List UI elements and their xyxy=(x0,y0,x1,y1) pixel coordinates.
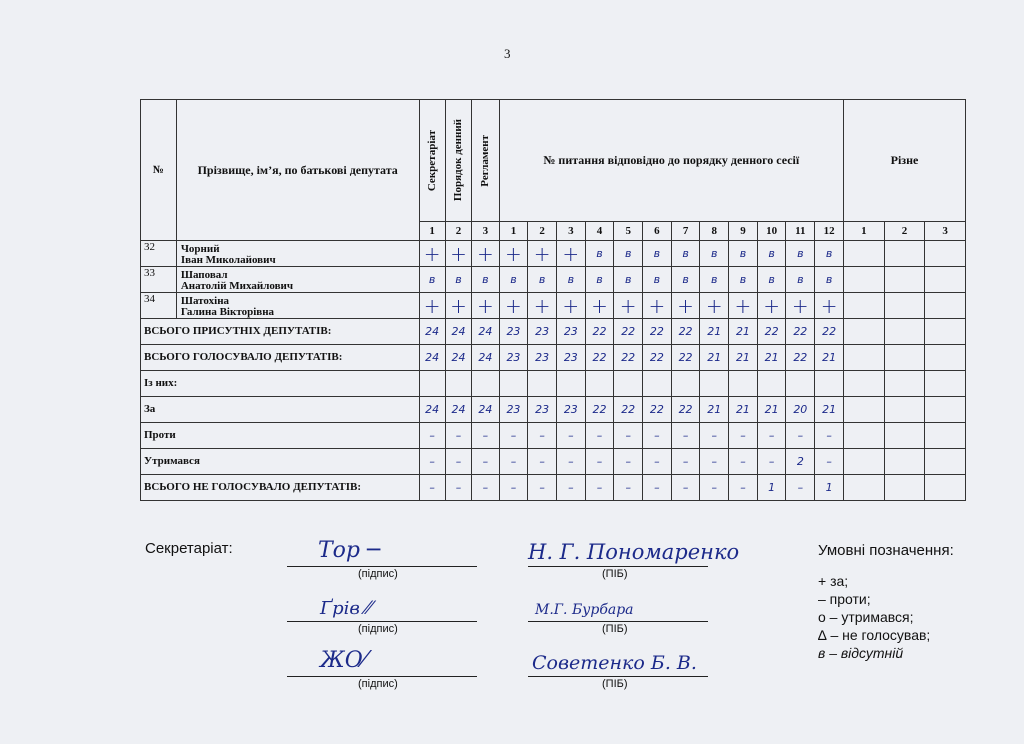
totals-value: 23 xyxy=(556,397,585,423)
column-number: 10 xyxy=(757,222,786,241)
vote-cell: в xyxy=(700,241,729,267)
legend-item: ∆ – не голосував; xyxy=(818,627,931,643)
totals-value: – xyxy=(585,475,614,501)
vote-cell: в xyxy=(472,267,499,293)
vote-cell: + xyxy=(643,293,672,319)
deputy-surname: Шаповал xyxy=(180,269,228,281)
vote-cell: + xyxy=(585,293,614,319)
column-number: 12 xyxy=(815,222,844,241)
totals-value: 21 xyxy=(700,397,729,423)
totals-value: 21 xyxy=(757,345,786,371)
vote-cell: в xyxy=(614,241,643,267)
table-row xyxy=(141,241,966,267)
legend-item: + за; xyxy=(818,573,849,589)
totals-value: – xyxy=(472,423,499,449)
name-line xyxy=(528,676,708,677)
deputy-number: 34 xyxy=(141,293,177,319)
totals-value xyxy=(614,371,643,397)
totals-value: 22 xyxy=(815,319,844,345)
totals-value: – xyxy=(671,449,700,475)
totals-value: – xyxy=(729,449,758,475)
totals-value: 23 xyxy=(528,397,557,423)
totals-value xyxy=(472,371,499,397)
signature-3: ЖО⁄ xyxy=(320,648,367,673)
totals-value: 23 xyxy=(528,345,557,371)
header-name: Прізвище, ім’я, по батькові депутата xyxy=(176,100,419,241)
totals-value: 2 xyxy=(786,449,815,475)
totals-value xyxy=(585,371,614,397)
totals-row xyxy=(141,475,966,501)
vote-cell: в xyxy=(757,267,786,293)
sign-caption: (підпис) xyxy=(358,678,398,690)
totals-label: ВСЬОГО НЕ ГОЛОСУВАЛО ДЕПУТАТІВ: xyxy=(141,475,420,501)
vote-cell: + xyxy=(472,241,499,267)
column-number: 2 xyxy=(884,222,925,241)
totals-value xyxy=(925,345,966,371)
totals-value xyxy=(884,423,925,449)
totals-value: – xyxy=(528,449,557,475)
totals-value: – xyxy=(445,475,471,501)
signature-line xyxy=(287,566,477,567)
totals-value: – xyxy=(757,423,786,449)
totals-value: 24 xyxy=(419,319,445,345)
name-line xyxy=(528,621,708,622)
totals-value: – xyxy=(700,475,729,501)
totals-value: 22 xyxy=(757,319,786,345)
column-number: 1 xyxy=(844,222,885,241)
totals-value: – xyxy=(499,423,528,449)
deputy-number: 32 xyxy=(141,241,177,267)
table-row xyxy=(141,267,966,293)
column-number: 1 xyxy=(499,222,528,241)
totals-value: 23 xyxy=(499,345,528,371)
column-number: 6 xyxy=(643,222,672,241)
name-caption: (ПІБ) xyxy=(602,678,628,690)
totals-value: 22 xyxy=(614,319,643,345)
totals-value: 21 xyxy=(729,397,758,423)
vote-cell: в xyxy=(614,267,643,293)
legend-item: о – утримався; xyxy=(818,609,914,625)
totals-value: 21 xyxy=(729,319,758,345)
vote-cell xyxy=(925,241,966,267)
totals-value: 1 xyxy=(757,475,786,501)
totals-value: 21 xyxy=(757,397,786,423)
totals-value: 24 xyxy=(472,345,499,371)
vote-cell: в xyxy=(729,267,758,293)
totals-value: – xyxy=(419,449,445,475)
signature-area xyxy=(0,520,1024,744)
totals-row xyxy=(141,345,966,371)
vote-cell: в xyxy=(700,267,729,293)
secretariat-label: Секретаріат: xyxy=(145,540,233,557)
deputy-name xyxy=(176,241,419,267)
deputy-number: 33 xyxy=(141,267,177,293)
deputy-given-names: Галина Вікторівна xyxy=(180,306,275,318)
totals-value: – xyxy=(815,449,844,475)
name-caption: (ПІБ) xyxy=(602,623,628,635)
totals-value xyxy=(884,319,925,345)
totals-value: – xyxy=(614,423,643,449)
totals-value: 22 xyxy=(786,319,815,345)
vote-cell: + xyxy=(445,293,471,319)
totals-value xyxy=(925,397,966,423)
totals-value: – xyxy=(556,449,585,475)
totals-value xyxy=(528,371,557,397)
totals-row xyxy=(141,449,966,475)
vote-cell: + xyxy=(614,293,643,319)
column-number: 9 xyxy=(729,222,758,241)
totals-value xyxy=(815,371,844,397)
totals-row xyxy=(141,371,966,397)
vote-cell: в xyxy=(445,267,471,293)
totals-label: ВСЬОГО ГОЛОСУВАЛО ДЕПУТАТІВ: xyxy=(141,345,420,371)
legend-item: в – відсутній xyxy=(818,645,904,661)
vote-cell: + xyxy=(528,293,557,319)
totals-value: – xyxy=(671,475,700,501)
totals-label: ВСЬОГО ПРИСУТНІХ ДЕПУТАТІВ: xyxy=(141,319,420,345)
totals-label: Утримався xyxy=(141,449,420,475)
totals-value: 22 xyxy=(671,345,700,371)
vote-cell: в xyxy=(499,267,528,293)
totals-value xyxy=(786,371,815,397)
totals-value: 23 xyxy=(556,319,585,345)
vote-cell: в xyxy=(815,267,844,293)
totals-value xyxy=(643,371,672,397)
vote-cell: + xyxy=(815,293,844,319)
vote-cell: + xyxy=(499,293,528,319)
totals-value: 21 xyxy=(700,319,729,345)
totals-value xyxy=(884,475,925,501)
totals-value: 22 xyxy=(643,397,672,423)
name-1: Н. Г. Пономаренко xyxy=(528,540,740,564)
vote-cell: + xyxy=(729,293,758,319)
deputy-given-names: Анатолій Михайлович xyxy=(180,280,294,292)
totals-value xyxy=(419,371,445,397)
vote-cell: в xyxy=(585,241,614,267)
totals-value xyxy=(925,449,966,475)
vote-cell: в xyxy=(671,267,700,293)
totals-value xyxy=(925,371,966,397)
column-number: 2 xyxy=(445,222,471,241)
header-misc: Різне xyxy=(844,100,966,222)
totals-value: 1 xyxy=(815,475,844,501)
column-number: 3 xyxy=(925,222,966,241)
totals-value: – xyxy=(499,449,528,475)
deputy-name xyxy=(176,293,419,319)
vote-cell xyxy=(925,293,966,319)
deputy-surname: Чорний xyxy=(180,243,220,255)
totals-value xyxy=(700,371,729,397)
totals-value: 22 xyxy=(614,345,643,371)
vote-cell: в xyxy=(815,241,844,267)
totals-label: Із них: xyxy=(141,371,420,397)
signature-2: Ґрів ⁄⁄ xyxy=(320,598,372,619)
vote-cell: в xyxy=(585,267,614,293)
totals-value xyxy=(884,449,925,475)
header-secretariat: Секретаріат xyxy=(419,100,445,222)
header-agenda: Порядок денний xyxy=(445,100,471,222)
vote-cell: + xyxy=(528,241,557,267)
totals-value xyxy=(556,371,585,397)
totals-value: – xyxy=(729,475,758,501)
vote-cell: в xyxy=(786,241,815,267)
totals-value: 24 xyxy=(419,345,445,371)
vote-cell xyxy=(884,293,925,319)
totals-value: 22 xyxy=(585,319,614,345)
totals-label: Проти xyxy=(141,423,420,449)
totals-value: 21 xyxy=(815,397,844,423)
voting-table xyxy=(140,99,966,501)
totals-value: – xyxy=(643,423,672,449)
totals-value: 21 xyxy=(729,345,758,371)
totals-value xyxy=(884,371,925,397)
totals-value xyxy=(925,475,966,501)
totals-value: 24 xyxy=(419,397,445,423)
vote-cell: в xyxy=(556,267,585,293)
totals-row xyxy=(141,423,966,449)
page-number: 3 xyxy=(504,46,511,61)
column-number: 7 xyxy=(671,222,700,241)
totals-value: – xyxy=(729,423,758,449)
vote-cell: + xyxy=(671,293,700,319)
totals-value xyxy=(884,345,925,371)
column-number: 3 xyxy=(472,222,499,241)
totals-value: – xyxy=(556,475,585,501)
vote-cell: + xyxy=(472,293,499,319)
legend-title: Умовні позначення: xyxy=(818,542,954,559)
totals-value: 24 xyxy=(472,397,499,423)
vote-cell: + xyxy=(556,293,585,319)
totals-label: За xyxy=(141,397,420,423)
totals-value: – xyxy=(614,475,643,501)
totals-value: 23 xyxy=(528,319,557,345)
legend-item: – проти; xyxy=(818,591,871,607)
vote-cell: в xyxy=(786,267,815,293)
totals-value: – xyxy=(585,423,614,449)
vote-cell: в xyxy=(528,267,557,293)
totals-value: 24 xyxy=(445,345,471,371)
vote-cell: + xyxy=(786,293,815,319)
header-regulation: Регламент xyxy=(472,100,499,222)
totals-value: 21 xyxy=(815,345,844,371)
header-num: № xyxy=(141,100,177,241)
totals-row xyxy=(141,397,966,423)
totals-value xyxy=(844,345,885,371)
totals-value xyxy=(671,371,700,397)
totals-value: 22 xyxy=(614,397,643,423)
vote-cell: + xyxy=(419,293,445,319)
totals-value: 22 xyxy=(585,345,614,371)
vote-cell xyxy=(925,267,966,293)
totals-value: 23 xyxy=(556,345,585,371)
name-caption: (ПІБ) xyxy=(602,568,628,580)
totals-value: – xyxy=(419,423,445,449)
vote-cell: + xyxy=(419,241,445,267)
sign-caption: (підпис) xyxy=(358,623,398,635)
totals-value: – xyxy=(700,423,729,449)
totals-value: – xyxy=(556,423,585,449)
vote-cell: + xyxy=(445,241,471,267)
totals-value: – xyxy=(445,449,471,475)
vote-cell: + xyxy=(499,241,528,267)
sign-caption: (підпис) xyxy=(358,568,398,580)
totals-value: – xyxy=(472,449,499,475)
totals-value: – xyxy=(671,423,700,449)
totals-value: – xyxy=(419,475,445,501)
header-questions: № питання відповідно до порядку денного сесії xyxy=(499,100,843,222)
vote-cell: + xyxy=(556,241,585,267)
vote-cell: в xyxy=(643,267,672,293)
vote-cell xyxy=(844,293,885,319)
totals-value: 22 xyxy=(786,345,815,371)
totals-value: – xyxy=(643,475,672,501)
vote-cell xyxy=(884,241,925,267)
column-number: 3 xyxy=(556,222,585,241)
vote-cell xyxy=(884,267,925,293)
column-number: 8 xyxy=(700,222,729,241)
totals-value: – xyxy=(614,449,643,475)
totals-value xyxy=(844,423,885,449)
deputy-surname: Шатохіна xyxy=(180,295,230,307)
totals-value: – xyxy=(472,475,499,501)
totals-value: – xyxy=(528,475,557,501)
table-row xyxy=(141,293,966,319)
totals-value xyxy=(844,475,885,501)
name-3: Советенко Б. В. xyxy=(532,652,697,674)
totals-value: 24 xyxy=(445,319,471,345)
totals-value: – xyxy=(643,449,672,475)
totals-value xyxy=(884,397,925,423)
totals-value: – xyxy=(815,423,844,449)
name-line xyxy=(528,566,708,567)
totals-value xyxy=(445,371,471,397)
signature-1: Тор ─ xyxy=(318,538,381,563)
signature-line xyxy=(287,621,477,622)
totals-value: 24 xyxy=(445,397,471,423)
totals-value: – xyxy=(786,475,815,501)
totals-value: 21 xyxy=(700,345,729,371)
totals-value xyxy=(757,371,786,397)
totals-value xyxy=(844,449,885,475)
totals-value: 23 xyxy=(499,397,528,423)
totals-row xyxy=(141,319,966,345)
name-2: М.Г. Бурбарa xyxy=(535,602,634,618)
vote-cell: в xyxy=(757,241,786,267)
totals-value: 22 xyxy=(643,319,672,345)
totals-value: 23 xyxy=(499,319,528,345)
totals-value: 22 xyxy=(643,345,672,371)
totals-value xyxy=(925,423,966,449)
vote-cell xyxy=(844,241,885,267)
totals-value: – xyxy=(786,423,815,449)
totals-value: 22 xyxy=(671,397,700,423)
totals-value xyxy=(844,319,885,345)
vote-cell: + xyxy=(757,293,786,319)
legend xyxy=(818,542,954,662)
totals-value: 20 xyxy=(786,397,815,423)
totals-value: – xyxy=(499,475,528,501)
totals-value xyxy=(499,371,528,397)
column-number: 4 xyxy=(585,222,614,241)
totals-value: – xyxy=(585,449,614,475)
column-number: 11 xyxy=(786,222,815,241)
signature-line xyxy=(287,676,477,677)
vote-cell xyxy=(844,267,885,293)
totals-value xyxy=(844,371,885,397)
deputy-name xyxy=(176,267,419,293)
column-number: 1 xyxy=(419,222,445,241)
deputy-given-names: Іван Миколайович xyxy=(180,254,276,266)
totals-value: – xyxy=(445,423,471,449)
totals-value: 22 xyxy=(585,397,614,423)
vote-cell: в xyxy=(729,241,758,267)
totals-value: – xyxy=(528,423,557,449)
column-number: 2 xyxy=(528,222,557,241)
vote-cell: в xyxy=(419,267,445,293)
totals-value xyxy=(925,319,966,345)
totals-value: 22 xyxy=(671,319,700,345)
vote-cell: в xyxy=(643,241,672,267)
vote-cell: + xyxy=(700,293,729,319)
column-number: 5 xyxy=(614,222,643,241)
totals-value: 24 xyxy=(472,319,499,345)
vote-cell: в xyxy=(671,241,700,267)
totals-value xyxy=(729,371,758,397)
totals-value xyxy=(844,397,885,423)
totals-value: – xyxy=(757,449,786,475)
totals-value: – xyxy=(700,449,729,475)
